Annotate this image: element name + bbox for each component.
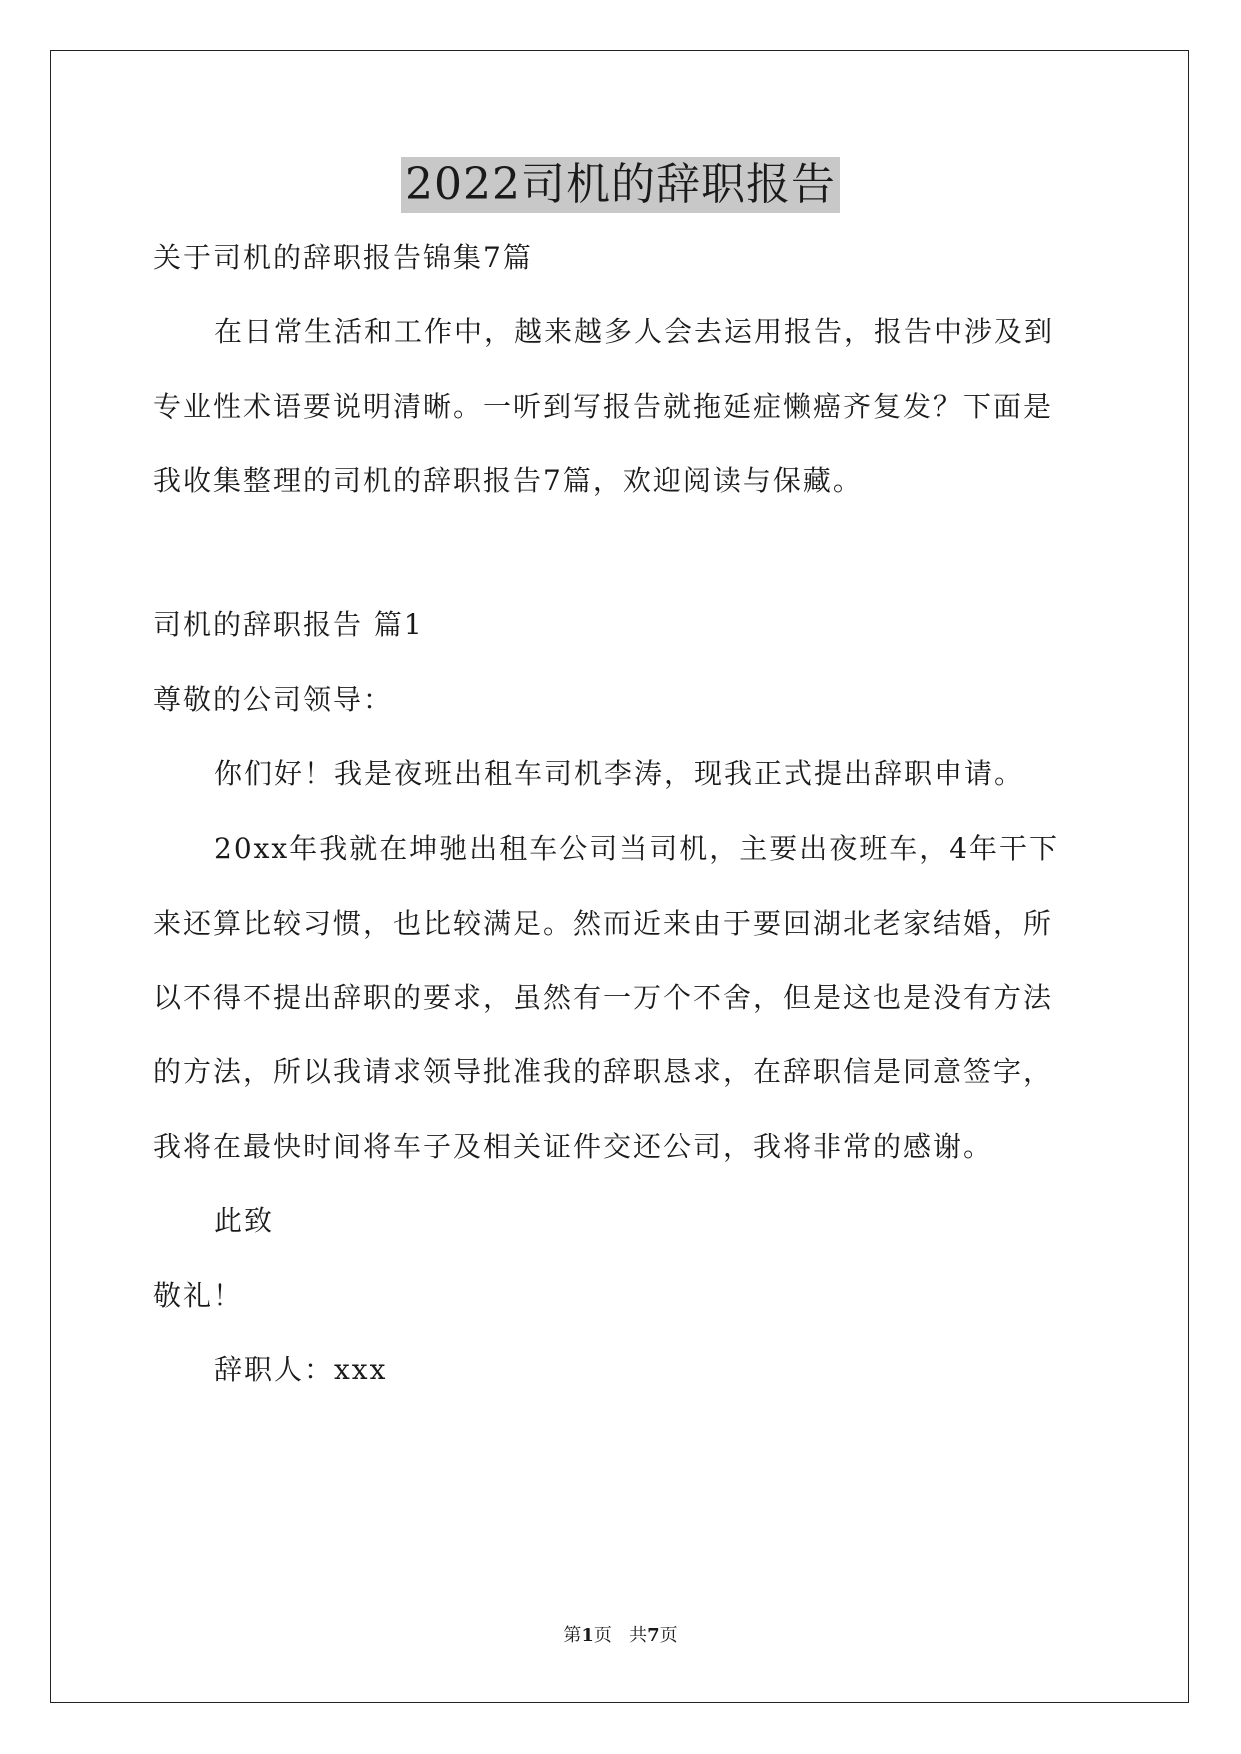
intro-line-1: 在日常生活和工作中，越来越多人会去运用报告，报告中涉及到 — [214, 315, 1055, 348]
body-line-5: 我将在最快时间将车子及相关证件交还公司，我将非常的感谢。 — [153, 1130, 994, 1163]
page-border — [50, 50, 1189, 1703]
footer-total-suffix: 页 — [659, 1625, 678, 1646]
body-line-1: 20xx年我就在坤驰出租车公司当司机，主要出夜班车，4年干下 — [214, 832, 1060, 865]
greeting-line: 你们好！我是夜班出租车司机李涛，现我正式提出辞职申请。 — [214, 757, 1025, 790]
intro-line-2: 专业性术语要说明清晰。一听到写报告就拖延症懒癌齐复发？下面是 — [153, 390, 1054, 423]
footer-page-suffix: 页 — [593, 1625, 612, 1646]
title-wrap — [0, 157, 1241, 213]
document-title: 2022司机的辞职报告 — [401, 157, 840, 213]
section-heading: 司机的辞职报告 篇1 — [153, 608, 424, 641]
document-subtitle: 关于司机的辞职报告锦集7篇 — [153, 241, 533, 274]
body-line-4: 的方法，所以我请求领导批准我的辞职恳求，在辞职信是同意签字， — [153, 1055, 1054, 1088]
body-line-2: 来还算比较习惯，也比较满足。然而近来由于要回湖北老家结婚，所 — [153, 907, 1054, 940]
intro-line-3: 我收集整理的司机的辞职报告7篇，欢迎阅读与保藏。 — [153, 464, 863, 497]
footer-page-number: 1 — [581, 1625, 594, 1646]
footer-total-pages: 7 — [647, 1625, 660, 1646]
closing-line-2: 敬礼！ — [153, 1279, 244, 1312]
page-footer — [0, 1624, 1241, 1648]
signature-line: 辞职人：xxx — [214, 1353, 388, 1386]
body-line-3: 以不得不提出辞职的要求，虽然有一万个不舍，但是这也是没有方法 — [153, 981, 1054, 1014]
footer-page-prefix: 第 — [563, 1625, 582, 1646]
closing-line-1: 此致 — [214, 1204, 275, 1237]
footer-total-prefix: 共 — [629, 1625, 648, 1646]
salutation: 尊敬的公司领导： — [153, 683, 394, 716]
